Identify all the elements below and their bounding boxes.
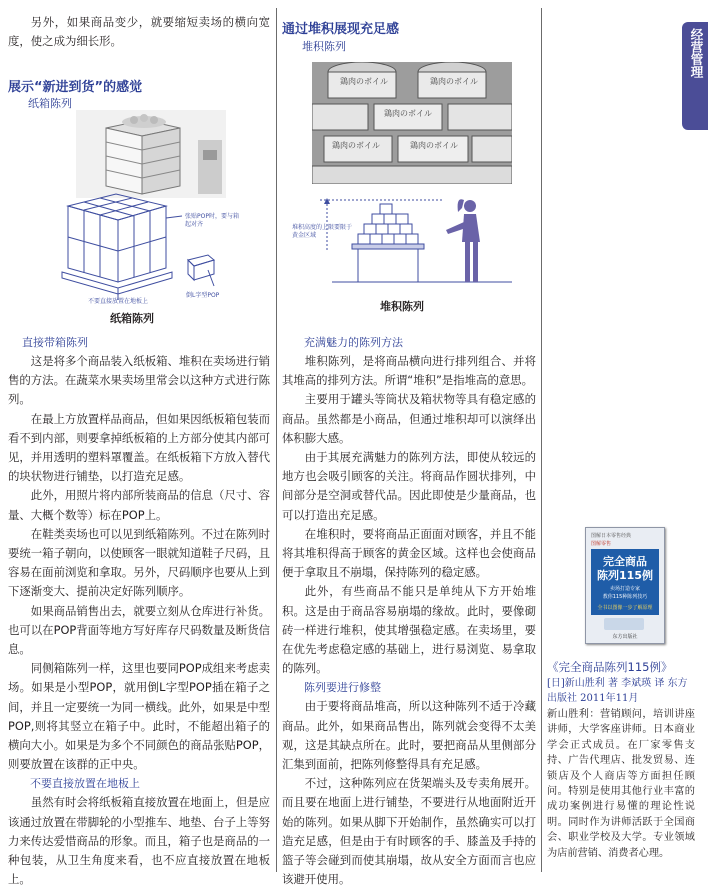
paragraph: 在堆积时，要将商品正面面对顾客，并且不能将其堆积得高于顾客的黄金区域。这样也会使商品便于拿取且不崩塌，保持陈列的稳定感。 — [282, 526, 536, 580]
can-label: 鶏肉のボイル — [332, 141, 380, 150]
paragraph: 如果商品销售出去，就要立刻从仓库进行补货。也可以在POP背面等地方写好库存尺码数量及断货信息。 — [8, 603, 271, 657]
paragraph: 不过，这种陈列应在货架端头及专卖角展开。而且要在地面上进行铺垫，不要进行从地面附近开始的陈列。如果从脚下开始制作，虽然确实可以打造充足感，但是由于有时顾客的手、膝盖及手持的篮子等会碰到而使其崩塌，故从安全方面而言也应该避开使用。 — [282, 776, 536, 887]
paragraph: 在鞋类卖场也可以见到纸箱陈列。不过在陈列时要统一箱子朝向，以使顾客一眼就知道鞋子尺码，且容易在面前浏览和拿取。另外，尺码顺序也要从上到下逐渐变大、提前决定好陈列顺序。 — [8, 526, 271, 599]
figure-caption: 堆积陈列 — [380, 300, 424, 313]
book-cover-title-1: 完全商品 — [603, 555, 647, 568]
paragraph: 由于要将商品堆高，所以这种陈列不适于冷藏商品。此外，如果商品售出，陈列就会变得不太美观，这是其缺点所在。此时，要把商品从里侧部分汇集到面前，把陈列修整得具有充足感。 — [282, 699, 536, 772]
stacked-boxes — [358, 204, 418, 244]
column-divider-right — [541, 8, 542, 872]
paragraph: 这是将多个商品装入纸板箱、堆积在卖场进行销售的方法。在蔬菜水果卖场里常会以这种方式进行陈列。 — [8, 354, 271, 407]
customer-figure — [446, 199, 480, 282]
book-cover-top-text: 图解日本零售经典 — [591, 533, 632, 539]
section-title: 通过堆积展现充足感 — [282, 22, 400, 37]
paragraph: 在最上方放置样品商品，但如果因纸板箱包装而看不到内部，则要拿掉纸板箱的上方部分使其内部可见，并用透明的塑料罩覆盖。在纸板箱下方放入替代的块状物进行铺垫，以打造充足感。 — [8, 411, 271, 484]
stacking-height-diagram — [292, 192, 522, 292]
column-divider-left — [276, 8, 277, 872]
author-bio: 新山胜利：营销顾问，培训讲座讲师，大学客座讲师。日本商业学会正式成员。在厂家零售支持、广告代理店、批发贸易、连锁店及个人商店等方面担任顾问。特别是使用其他行业丰富的成功案例进行易懂的理论性说明。同时作为讲师活跃于全国商会、职业学校及大学。专业领域为店前营销、消费者心理。 — [547, 709, 695, 859]
figure-caption: 纸箱陈列 — [110, 312, 154, 325]
section-attractive-method — [282, 333, 536, 889]
subheading-attractive-method: 充满魅力的陈列方法 — [304, 336, 403, 349]
right-column — [545, 0, 708, 880]
paragraph: 同侧箱陈列一样，这里也要同POP成组来考虑卖场。如果是小型POP，就用倒L字型POP插在箱子之间，并且一定要统一为同一横线。此外，如果是中型POP,则将其竖立在箱子中。此时，不能超出箱子的横向大小。如果是为多个不同颜色的商品张贴POP，则要放置在该群的正中央。 — [8, 661, 270, 772]
figure-label: 纸箱陈列 — [28, 97, 72, 110]
book-cover-subtitle-1: 卖场打造专家 — [609, 586, 640, 592]
book-cover-series: 图解零售 — [591, 541, 612, 547]
book-cover-bottom-line: 全书以图像一步了解原理 — [597, 605, 653, 611]
intro-text: 另外，如果商品变少，就要缩短卖场的横向宽度，使之成为细长形。 — [8, 15, 270, 49]
can-label: 鶏肉のボイル — [410, 141, 458, 150]
diagram-label-height: 堆积高度的上限要限于黄金区域 — [292, 224, 353, 239]
section-direct-carton — [8, 333, 270, 889]
paragraph: 主要用于罐头等筒状及箱状物等具有稳定感的商品。虽然都是小商品，但通过堆积却可以演绎出体积膨大感。 — [282, 392, 536, 445]
diagram-label-pop: 张贴POP时，要与箱起对齐 — [185, 213, 239, 228]
diagram-label-l-pop: 倒L字型POP — [186, 292, 220, 299]
diagram-label-floor: 不要直接放置在地板上 — [88, 298, 149, 305]
book-cover-subtitle-2: 教你115种陈列技巧 — [602, 594, 648, 600]
book-cover-title-2: 陈列115例 — [597, 569, 653, 582]
can-label: 鶏肉のボイル — [384, 109, 432, 118]
paragraph: 此外，用照片将内部所装商品的信息（尺寸、容量、大概个数等）标在POP上。 — [8, 488, 271, 522]
book-cover-band — [591, 549, 659, 615]
section-tab — [682, 22, 708, 130]
can-label: 鶏肉のボイル — [430, 77, 478, 86]
intro-paragraph — [8, 13, 270, 51]
book-publication-info: [日]新山胜利 著 李斌瑛 译 东方出版社 2011年11月 — [547, 678, 688, 705]
section-title: 展示“新进到货”的感觉 — [8, 80, 143, 95]
book-cover-publisher: 东方出版社 — [612, 634, 638, 640]
subheading-tidy-display: 陈列要进行修整 — [304, 681, 381, 695]
paragraph: 由于其展充满魅力的陈列方法，即使从较远的地方也会吸引顾客的关注。将商品作圆状排列，中间部分是空洞或替代品。因此即使是少量商品，也可以打造出充足感。 — [282, 450, 536, 522]
paragraph: 堆积陈列，是将商品横向进行排列组合、并将其堆高的排列方法。所谓“堆积”是指堆高的意思。 — [282, 354, 536, 388]
subheading-direct-carton: 直接带箱陈列 — [22, 336, 88, 349]
paragraph: 此外，有些商品不能只是单纯从下方开始堆积。这是由于商品容易崩塌的缘故。此时，要像砌砖一样进行堆积，使其增强稳定感。在卖场里，要在优先考虑稳定感的基础上，进行易浏览、易拿取的陈列。 — [282, 584, 536, 676]
section-tab-label: 经营管理 — [689, 28, 704, 78]
subheading-not-on-floor: 不要直接放置在地板上 — [30, 777, 140, 791]
paragraph: 虽然有时会将纸板箱直接放置在地面上，但是应该通过放置在带脚轮的小型推车、地垫、台子上等努力来传达爱惜商品的形象。而且，箱子也是商品的一种包装，从卫生角度来看，也不应直接放置在地板上。 — [8, 795, 271, 887]
book-cover-illustration — [604, 618, 644, 630]
book-title: 《完全商品陈列115例》 — [547, 660, 673, 674]
carton-pallet-drawing — [62, 194, 214, 300]
figure-label: 堆积陈列 — [302, 40, 346, 53]
carton-photo — [76, 110, 226, 198]
book-cover — [585, 527, 665, 644]
can-label: 鶏肉のボイル — [340, 77, 388, 86]
